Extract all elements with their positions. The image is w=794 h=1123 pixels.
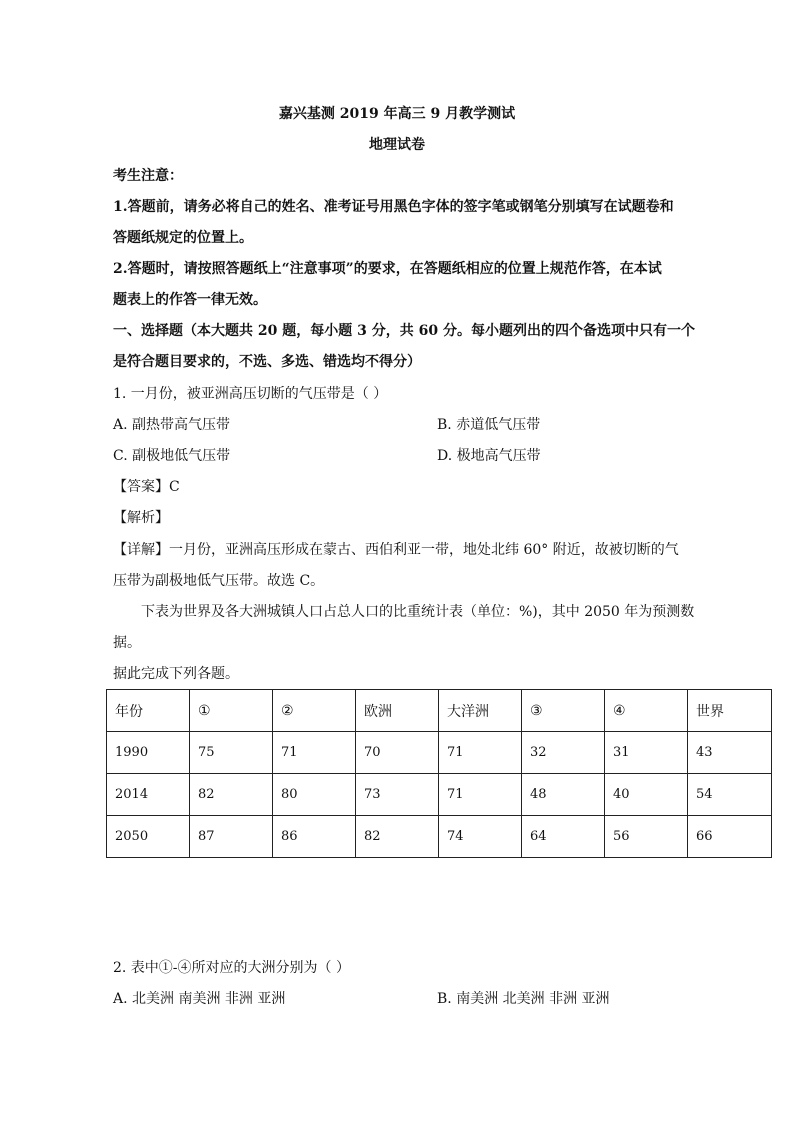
urbanization-table	[106, 689, 772, 858]
table-cell: 40	[605, 774, 688, 816]
table-row	[107, 816, 772, 858]
table-cell: 32	[522, 732, 605, 774]
table-cell: 2014	[107, 774, 190, 816]
table-cell: 82	[190, 774, 273, 816]
table-row	[107, 732, 772, 774]
question-2-stem: 2. 表中①-④所对应的大洲分别为（ ）	[113, 960, 350, 976]
question-2-option-b: B. 南美洲 北美洲 非洲 亚洲	[437, 991, 610, 1007]
table-intro-line-2: 据。	[113, 635, 141, 651]
question-1-answer: 【答案】C	[113, 479, 180, 495]
table-cell: 74	[439, 816, 522, 858]
table-header-cell: 世界	[688, 690, 772, 732]
table-header-cell: 大洋洲	[439, 690, 522, 732]
table-header-cell: ①	[190, 690, 273, 732]
table-header-cell: 欧洲	[356, 690, 439, 732]
section-heading-line-2: 是符合题目要求的，不选、多选、错选均不得分）	[113, 354, 421, 370]
question-1-option-b: B. 赤道低气压带	[437, 417, 541, 433]
table-cell: 66	[688, 816, 772, 858]
table-intro-line-1: 下表为世界及各大洲城镇人口占总人口的比重统计表（单位：%)，其中 2050 年为预测数	[141, 604, 695, 620]
table-header-cell: ④	[605, 690, 688, 732]
table-cell: 82	[356, 816, 439, 858]
table-intro-line-3: 据此完成下列各题。	[113, 666, 239, 682]
table-cell: 1990	[107, 732, 190, 774]
notice-item-1-line-2: 答题纸规定的位置上。	[113, 230, 253, 246]
page-title: 嘉兴基测 2019 年高三 9 月教学测试	[278, 106, 516, 122]
notice-heading: 考生注意：	[113, 168, 183, 184]
table-cell: 71	[439, 732, 522, 774]
question-1-option-c: C. 副极地低气压带	[113, 448, 231, 464]
question-1-detail-line-2: 压带为副极地低气压带。故选 C。	[113, 573, 325, 589]
table-cell: 73	[356, 774, 439, 816]
notice-item-1-line-1: 1.答题前，请务必将自己的姓名、准考证号用黑色字体的签字笔或钢笔分别填写在试题卷和	[113, 199, 674, 215]
table-cell: 86	[273, 816, 356, 858]
table-cell: 75	[190, 732, 273, 774]
table-cell: 56	[605, 816, 688, 858]
table-cell: 71	[273, 732, 356, 774]
question-2-option-a: A. 北美洲 南美洲 非洲 亚洲	[113, 991, 286, 1007]
table-cell: 71	[439, 774, 522, 816]
table-header-cell: ②	[273, 690, 356, 732]
table-cell: 80	[273, 774, 356, 816]
table-header-row	[107, 690, 772, 732]
table-cell: 48	[522, 774, 605, 816]
section-heading-line-1: 一、选择题（本大题共 20 题，每小题 3 分，共 60 分。每小题列出的四个备选项中只有一个	[113, 323, 695, 339]
table-cell: 43	[688, 732, 772, 774]
question-1-detail-line-1: 【详解】一月份，亚洲高压形成在蒙古、西伯利亚一带，地处北纬 60° 附近，故被切断的气	[113, 542, 679, 558]
table-header-cell: 年份	[107, 690, 190, 732]
table-cell: 64	[522, 816, 605, 858]
question-1-option-a: A. 副热带高气压带	[113, 417, 231, 433]
notice-item-2-line-1: 2.答题时，请按照答题纸上“注意事项”的要求，在答题纸相应的位置上规范作答，在本试	[113, 261, 662, 277]
notice-item-2-line-2: 题表上的作答一律无效。	[113, 292, 267, 308]
table-cell: 87	[190, 816, 273, 858]
question-1-analysis-label: 【解析】	[113, 510, 169, 526]
table-header-cell: ③	[522, 690, 605, 732]
table-cell: 54	[688, 774, 772, 816]
table-cell: 2050	[107, 816, 190, 858]
table-row	[107, 774, 772, 816]
page-subtitle: 地理试卷	[369, 137, 425, 153]
table-cell: 31	[605, 732, 688, 774]
table-cell: 70	[356, 732, 439, 774]
question-1-stem: 1. 一月份，被亚洲高压切断的气压带是（ ）	[113, 386, 388, 402]
question-1-option-d: D. 极地高气压带	[437, 448, 541, 464]
